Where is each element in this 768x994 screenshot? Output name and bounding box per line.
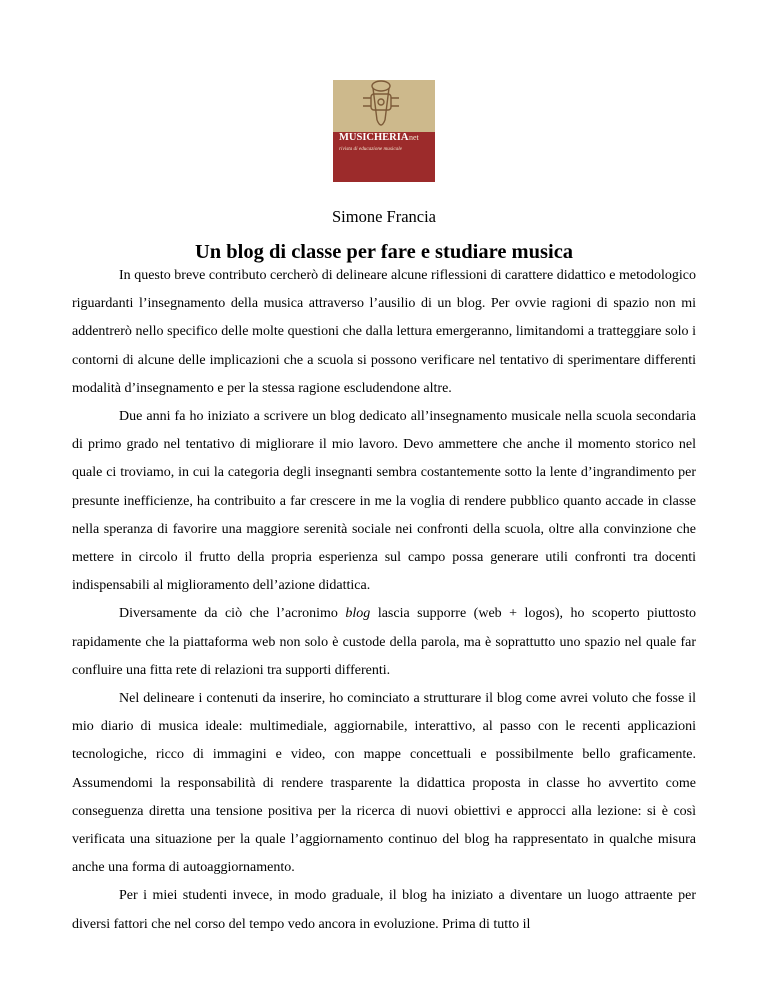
paragraph-text: Diversamente da ciò che l’acronimo (119, 606, 346, 622)
paragraph: Nel delineare i contenuti da inserire, ho cominciato a strutturare il blog come avrei voluto che fosse il mio diario di musica ideale: multimediale, aggiornabile, interattivo, al passo con le recenti applicazioni tecnologiche, ricco di immagini e video, con mappe concettuali e possibilmente bello graficamente. Assumendomi la responsabilità di rendere trasparente la didattica proposta in classe ho avvertito come conseguenza diretta una tensione positiva per la ricerca di nuovi obiettivi e approcci alla lezione: si è così verificata una situazione per la quale l’aggiornamento continuo del blog ha rappresentato in qualche misura anche una forma di autoaggiornamento. (72, 691, 696, 876)
paragraph (72, 600, 696, 685)
svg-text:.net: .net (407, 133, 419, 142)
paragraph: Due anni fa ho iniziato a scrivere un blog dedicato all’insegnamento musicale nella scuola secondaria di primo grado nel tentativo di migliorare il mio lavoro. Devo ammettere che anche il momento storico nel quale ci troviamo, in cui la categoria degli insegnanti sembra costantemente sotto la lente d’ingrandimento per presunte inefficienze, ha contribuito a far crescere in me la voglia di rendere pubblico quanto accade in classe nella speranza di favorire una maggiore serenità sociale nei confronti della scuola, oltre alla convinzione che mettere in circolo il frutto della propria esperienza sul campo possa generare utili confronti tra docenti indispensabili al miglioramento dell’azione didattica. (72, 409, 696, 594)
trumpet-logo-icon (333, 80, 435, 182)
article-title: Un blog di classe per fare e studiare musica (194, 241, 574, 263)
emphasis-blog: blog (345, 606, 371, 622)
svg-text:rivista di educazione musicale: rivista di educazione musicale (339, 146, 402, 152)
paragraph: Per i miei studenti invece, in modo graduale, il blog ha iniziato a diventare un luogo attraente per diversi fattori che nel corso del tempo vedo ancora in evoluzione. Prima di tutto il (72, 888, 696, 932)
paragraph-text: lascia supporre (web + logos), ho scoperto piuttosto rapidamente che la piattaforma web non solo è custode della parola, ma è soprattutto uno spazio nel quale far confluire una fitta rete di relazioni tra supporti differenti. (72, 606, 696, 678)
musicheria-logo (333, 80, 435, 182)
paragraph: In questo breve contributo cercherò di delineare alcune riflessioni di carattere didattico e metodologico riguardanti l’insegnamento della musica attraverso l’ausilio di un blog. Per ovvie ragioni di spazio non mi addentrerò nello specifico delle molte questioni che dalla lettura emergeranno, limitandomi a tratteggiare solo i contorni di alcune delle implicazioni che a scuola si possono verificare nel tentativo di sperimentare differenti modalità d’insegnamento e per la stessa ragione escludendone altre. (72, 268, 696, 396)
author-name: Simone Francia (331, 207, 437, 226)
article-body (72, 262, 696, 939)
svg-text:MUSICHERIA: MUSICHERIA (339, 132, 409, 143)
